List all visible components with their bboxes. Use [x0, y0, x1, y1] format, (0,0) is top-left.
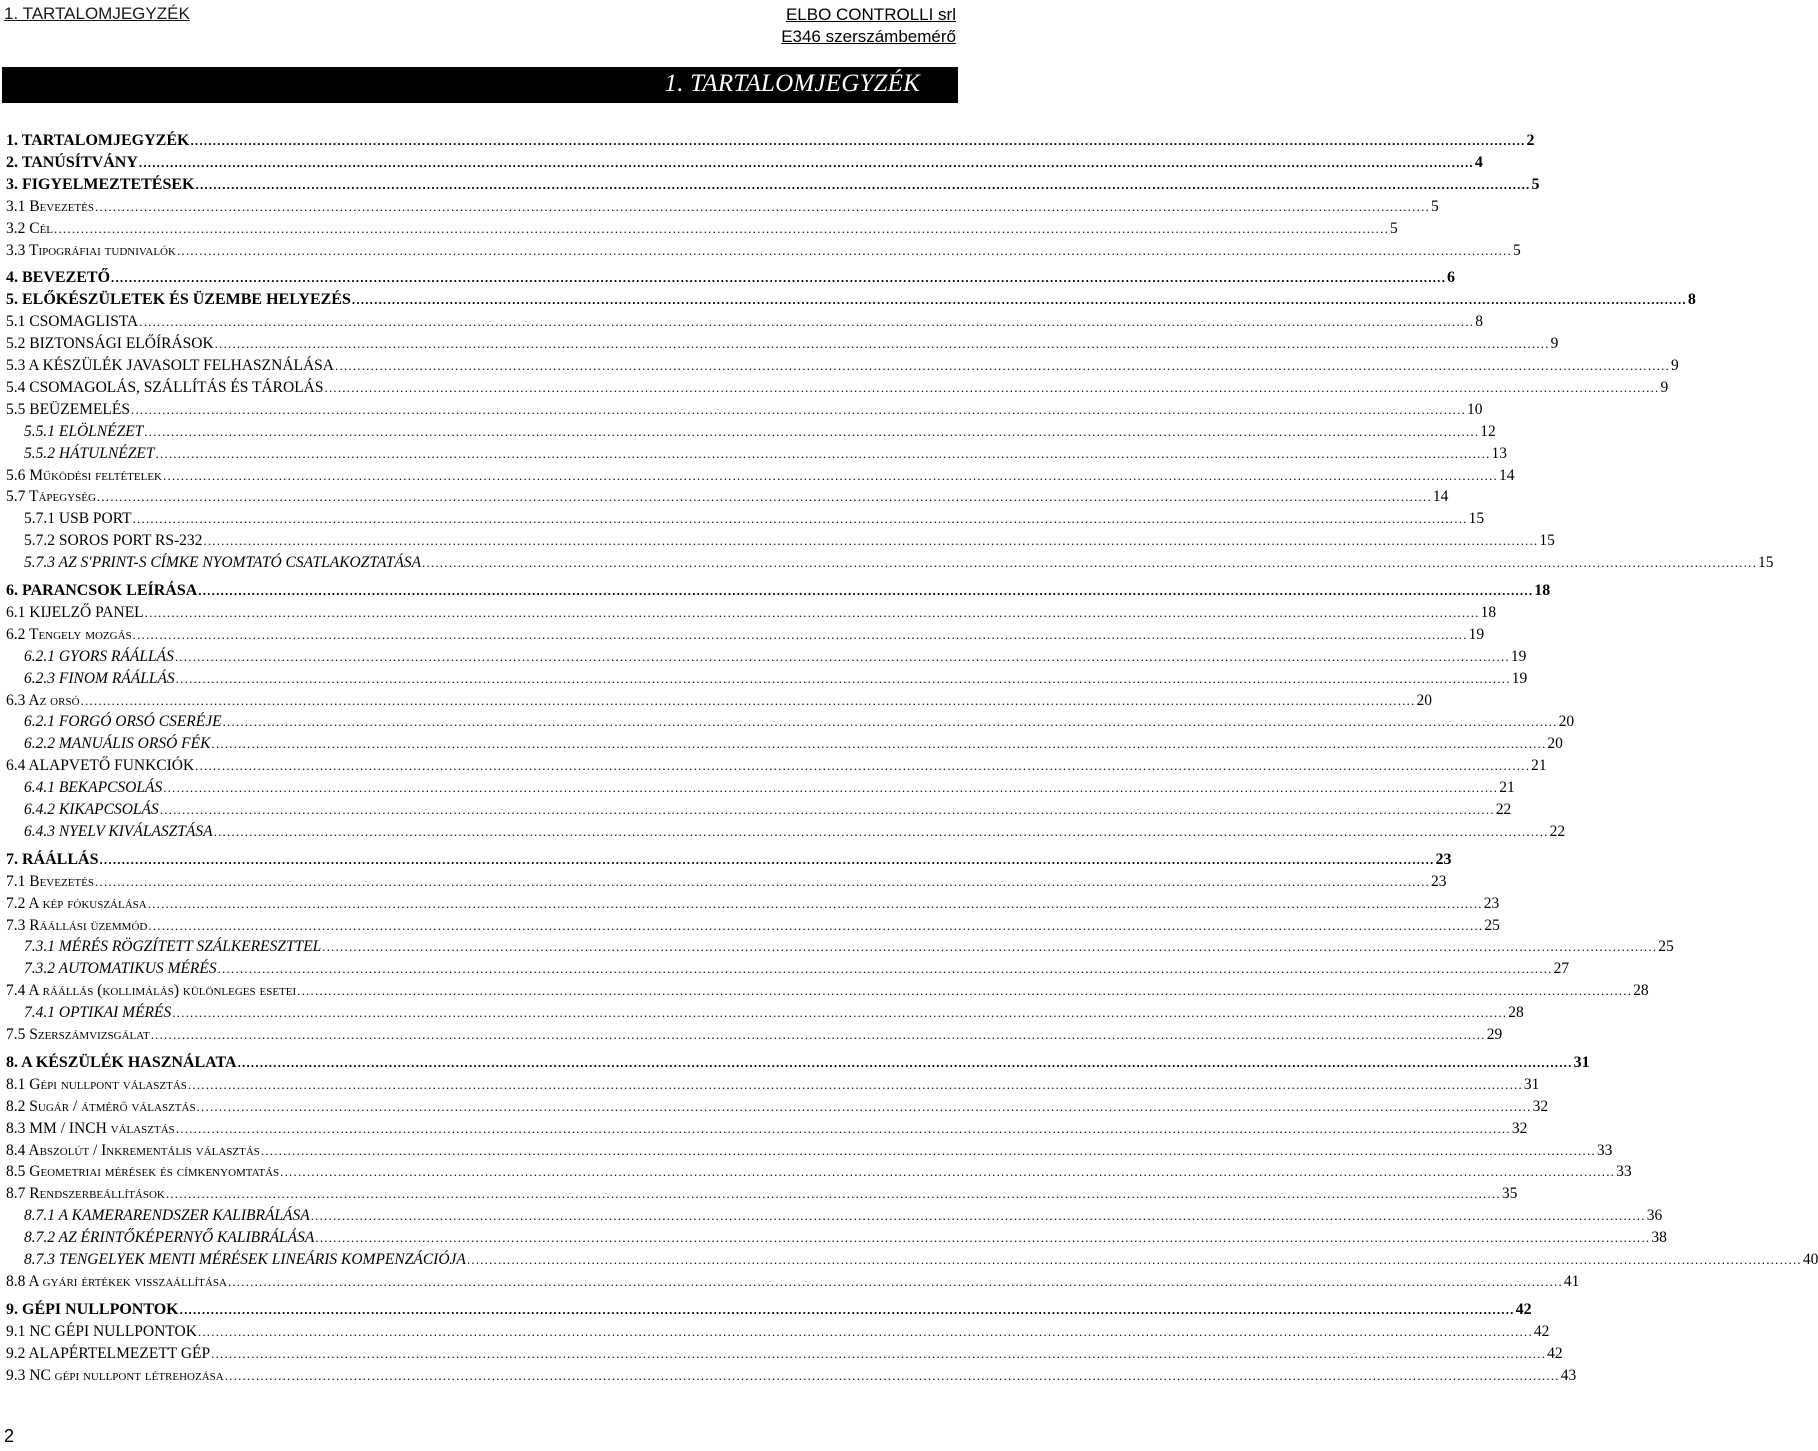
- toc-entry[interactable]: [6, 197, 1439, 217]
- toc-entry-page: 22: [1495, 801, 1512, 818]
- toc-leader-dots: ............................................................................................................................................................................................................................................................................................................: [198, 583, 1534, 598]
- toc-entry-title: 5.1 CSOMAGLISTA: [6, 313, 139, 331]
- toc-entry[interactable]: [24, 1250, 1818, 1270]
- toc-entry[interactable]: [24, 712, 1575, 732]
- toc-entry-title: 8. A KÉSZÜLÉK HASZNÁLATA: [6, 1053, 237, 1071]
- toc-entry-page: 9: [1550, 335, 1559, 353]
- toc-leader-dots: ............................................................................................................................................................................................................................................................................................................: [197, 1323, 1533, 1339]
- toc-entry[interactable]: [6, 334, 1559, 354]
- toc-entry[interactable]: [24, 444, 1507, 464]
- toc-entry-title: 8.5 Geometriai mérések és címkenyomtatás: [6, 1163, 280, 1181]
- toc-entry[interactable]: [24, 778, 1515, 798]
- toc-entry-title: 3. FIGYELMEZTETÉSEK: [6, 175, 195, 193]
- toc-entry-title: 7.4 A ráállás (kollimálás) különleges esetei: [6, 982, 297, 1000]
- toc-entry-page: 15: [1539, 532, 1555, 550]
- toc-entry-page: 19: [1511, 669, 1528, 687]
- toc-entry[interactable]: [24, 937, 1674, 957]
- toc-entry-title: 6. PARANCSOK LEÍRÁSA: [6, 582, 198, 599]
- toc-leader-dots: ............................................................................................................................................................................................................................................................................................................: [159, 802, 1495, 817]
- toc-leader-dots: ............................................................................................................................................................................................................................................................................................................: [179, 1301, 1515, 1317]
- toc-entry[interactable]: [24, 959, 1570, 979]
- toc-leader-dots: ............................................................................................................................................................................................................................................................................................................: [195, 176, 1531, 192]
- toc-entry-title: 6.2 Tengely mozgás: [6, 625, 132, 643]
- toc-entry-page: 41: [1563, 1272, 1580, 1290]
- toc-leader-dots: ............................................................................................................................................................................................................................................................................................................: [80, 692, 1416, 708]
- toc-entry[interactable]: [6, 1162, 1632, 1182]
- toc-leader-dots: ............................................................................................................................................................................................................................................................................................................: [132, 626, 1468, 642]
- toc-entry-title: 5.7 Tápegység: [6, 488, 96, 506]
- toc-entry[interactable]: [6, 756, 1547, 776]
- toc-leader-dots: ............................................................................................................................................................................................................................................................................................................: [222, 714, 1558, 730]
- toc-entry-title: 5.5.2 HÁTULNÉZET: [24, 444, 155, 462]
- toc-leader-dots: ............................................................................................................................................................................................................................................................................................................: [237, 1054, 1573, 1070]
- toc-entry[interactable]: [6, 1053, 1590, 1073]
- toc-entry-page: 5: [1430, 197, 1439, 215]
- toc-entry[interactable]: [6, 1322, 1550, 1342]
- toc-entry[interactable]: [24, 669, 1528, 689]
- toc-entry-page: 42: [1547, 1344, 1563, 1362]
- toc-leader-dots: ............................................................................................................................................................................................................................................................................................................: [211, 736, 1547, 752]
- toc-entry-page: 33: [1596, 1141, 1613, 1159]
- toc-leader-dots: ............................................................................................................................................................................................................................................................................................................: [163, 780, 1499, 796]
- toc-entry-page: 18: [1534, 582, 1551, 599]
- toc-leader-dots: ............................................................................................................................................................................................................................................................................................................: [227, 1273, 1563, 1289]
- toc-entry[interactable]: [24, 422, 1496, 442]
- toc-leader-dots: ............................................................................................................................................................................................................................................................................................................: [322, 939, 1658, 955]
- toc-leader-dots: ............................................................................................................................................................................................................................................................................................................: [335, 358, 1670, 373]
- toc-entry-page: 42: [1533, 1322, 1550, 1340]
- toc-leader-dots: ............................................................................................................................................................................................................................................................................................................: [96, 489, 1432, 505]
- toc-entry-title: 8.7.2 AZ ÉRINTŐKÉPERNYŐ KALIBRÁLÁSA: [24, 1229, 315, 1247]
- toc-entry-title: 7.3.2 AUTOMATIKUS MÉRÉS: [24, 960, 217, 978]
- toc-entry-page: 35: [1501, 1185, 1518, 1203]
- toc-entry-title: 2. TANÚSÍTVÁNY: [6, 153, 138, 171]
- toc-entry-title: 7.4.1 OPTIKAI MÉRÉS: [24, 1004, 172, 1022]
- toc-entry-page: 31: [1573, 1053, 1590, 1071]
- toc-entry-title: 6.3 Az orsó: [6, 691, 80, 709]
- toc-leader-dots: ............................................................................................................................................................................................................................................................................................................: [195, 758, 1531, 774]
- toc-entry[interactable]: [24, 531, 1555, 551]
- toc-leader-dots: ............................................................................................................................................................................................................................................................................................................: [99, 851, 1435, 867]
- toc-entry-title: 8.7 Rendszerbeállítások: [6, 1185, 165, 1203]
- toc-entry[interactable]: [6, 219, 1398, 239]
- toc-entry-page: 9: [1671, 357, 1679, 374]
- toc-entry-title: 3.1 Bevezetés: [6, 197, 94, 215]
- toc-leader-dots: ............................................................................................................................................................................................................................................................................................................: [351, 292, 1687, 308]
- toc-entry-page: 31: [1523, 1075, 1540, 1093]
- toc-entry-page: 28: [1633, 982, 1649, 1000]
- toc-entry-title: 5.7.1 USB PORT: [24, 510, 132, 528]
- toc-leader-dots: ............................................................................................................................................................................................................................................................................................................: [163, 467, 1498, 483]
- toc-entry[interactable]: [6, 603, 1497, 623]
- toc-entry-page: 28: [1508, 1004, 1524, 1022]
- toc-entry-title: 9.3 NC gépi nullpont létrehozása: [6, 1366, 224, 1384]
- toc-entry-page: 21: [1499, 779, 1515, 797]
- toc-leader-dots: ............................................................................................................................................................................................................................................................................................................: [139, 314, 1475, 330]
- header-chapter-title: 1. TARTALOMJEGYZÉK: [4, 4, 190, 23]
- toc-entry[interactable]: [24, 1228, 1667, 1248]
- toc-entry-page: 5: [1531, 175, 1540, 193]
- title-bar: [2, 67, 958, 103]
- toc-entry-title: 8.2 Sugár / átmérő választás: [6, 1097, 196, 1115]
- toc-leader-dots: ............................................................................................................................................................................................................................................................................................................: [54, 220, 1390, 236]
- toc-leader-dots: ............................................................................................................................................................................................................................................................................................................: [315, 1230, 1651, 1246]
- header-info: [781, 4, 956, 48]
- toc-entry-title: 6.4 ALAPVETŐ FUNKCIÓK: [6, 757, 195, 775]
- toc-leader-dots: ............................................................................................................................................................................................................................................................................................................: [176, 242, 1512, 258]
- toc-entry[interactable]: [6, 131, 1535, 151]
- toc-entry-title: 6.2.3 FINOM RÁÁLLÁS: [24, 669, 175, 687]
- toc-entry-page: 43: [1560, 1366, 1577, 1384]
- toc-entry-title: 9.2 ALAPÉRTELMEZETT GÉP: [6, 1344, 211, 1362]
- toc-entry[interactable]: [6, 268, 1456, 288]
- toc-entry-page: 9: [1660, 378, 1669, 396]
- toc-entry-title: 6.2.1 GYORS RÁÁLLÁS: [24, 647, 174, 665]
- toc-entry[interactable]: [24, 1206, 1663, 1226]
- toc-entry-page: 15: [1468, 510, 1485, 528]
- toc-entry-title: 9.1 NC GÉPI NULLPONTOK: [6, 1322, 197, 1340]
- toc-entry-page: 19: [1468, 625, 1485, 643]
- toc-entry-page: 33: [1616, 1163, 1632, 1181]
- toc-entry-page: 2: [1526, 132, 1535, 149]
- toc-entry-page: 20: [1558, 713, 1575, 731]
- toc-entry[interactable]: [24, 734, 1563, 754]
- toc-entry-page: 36: [1646, 1207, 1663, 1225]
- toc-leader-dots: ............................................................................................................................................................................................................................................................................................................: [165, 1186, 1501, 1202]
- toc-entry-title: 6.4.1 BEKAPCSOLÁS: [24, 779, 163, 797]
- toc-entry[interactable]: [6, 894, 1500, 914]
- toc-leader-dots: ............................................................................................................................................................................................................................................................................................................: [422, 555, 1758, 571]
- toc-leader-dots: ............................................................................................................................................................................................................................................................................................................: [175, 670, 1511, 686]
- toc-entry[interactable]: [6, 241, 1521, 261]
- toc-entry[interactable]: [24, 553, 1774, 573]
- toc-entry-title: 8.7.1 A KAMERARENDSZER KALIBRÁLÁSA: [24, 1207, 310, 1225]
- toc-leader-dots: ............................................................................................................................................................................................................................................................................................................: [172, 1005, 1508, 1021]
- toc-leader-dots: ............................................................................................................................................................................................................................................................................................................: [466, 1252, 1802, 1267]
- toc-leader-dots: ............................................................................................................................................................................................................................................................................................................: [94, 198, 1430, 214]
- toc-leader-dots: ............................................................................................................................................................................................................................................................................................................: [94, 873, 1430, 889]
- toc-entry-page: 6: [1447, 269, 1456, 287]
- toc-entry-title: 7.5 Szerszámvizsgálat: [6, 1026, 150, 1043]
- toc-leader-dots: ............................................................................................................................................................................................................................................................................................................: [213, 823, 1549, 839]
- toc-entry[interactable]: [6, 1344, 1563, 1364]
- toc-entry-title: 7.1 Bevezetés: [6, 872, 94, 890]
- toc-entry-title: 6.4.3 NYELV KIVÁLASZTÁSA: [24, 822, 213, 840]
- toc-leader-dots: ............................................................................................................................................................................................................................................................................................................: [175, 1120, 1511, 1136]
- toc-leader-dots: ............................................................................................................................................................................................................................................................................................................: [144, 423, 1480, 439]
- toc-entry-title: 5.3 A KÉSZÜLÉK JAVASOLT FELHASZNÁLÁSA: [6, 357, 334, 374]
- toc-entry-title: 3.3 Tipográfiai tudnivalók: [6, 241, 176, 259]
- toc-leader-dots: ............................................................................................................................................................................................................................................................................................................: [138, 154, 1474, 170]
- toc-entry-title: 5.6 Működési feltételek: [6, 466, 162, 484]
- toc-entry-title: 5.4 CSOMAGOLÁS, SZÁLLÍTÁS ÉS TÁROLÁS: [6, 378, 324, 396]
- toc-entry-title: 1. TARTALOMJEGYZÉK: [6, 132, 190, 149]
- toc-entry-title: 5.7.2 SOROS PORT RS-232: [24, 532, 203, 550]
- toc-leader-dots: ............................................................................................................................................................................................................................................................................................................: [280, 1164, 1616, 1180]
- toc-entry[interactable]: [6, 356, 1679, 376]
- toc-entry-page: 15: [1758, 554, 1774, 572]
- toc-entry[interactable]: [6, 581, 1551, 601]
- toc-entry[interactable]: [6, 872, 1447, 892]
- toc-entry-page: 23: [1430, 872, 1447, 890]
- toc-entry[interactable]: [6, 487, 1449, 507]
- toc-entry-page: 20: [1416, 691, 1433, 709]
- toc-leader-dots: ............................................................................................................................................................................................................................................................................................................: [131, 401, 1466, 417]
- toc-leader-dots: ............................................................................................................................................................................................................................................................................................................: [132, 511, 1468, 527]
- toc-entry[interactable]: [6, 378, 1669, 398]
- toc-entry-page: 23: [1483, 894, 1500, 912]
- toc-entry[interactable]: [6, 916, 1500, 936]
- toc-entry[interactable]: [6, 1300, 1532, 1320]
- toc-entry-title: 8.4 Abszolút / Inkrementális választás: [6, 1141, 260, 1159]
- toc-entry[interactable]: [6, 981, 1649, 1001]
- toc-entry-page: 14: [1432, 488, 1449, 506]
- toc-entry-title: 4. BEVEZETŐ: [6, 269, 111, 287]
- toc-entry[interactable]: [6, 1184, 1518, 1204]
- toc-leader-dots: ............................................................................................................................................................................................................................................................................................................: [297, 983, 1633, 999]
- header-company: ELBO CONTROLLI srl: [785, 5, 956, 24]
- toc-entry-page: 22: [1549, 822, 1566, 840]
- toc-entry-page: 25: [1484, 916, 1500, 934]
- toc-leader-dots: ............................................................................................................................................................................................................................................................................................................: [148, 917, 1484, 933]
- toc-entry-title: 5.5 BEÜZEMELÉS: [6, 400, 130, 418]
- toc-entry-title: 7.3.1 MÉRÉS RÖGZÍTETT SZÁLKERESZTTEL: [24, 938, 322, 956]
- toc-entry-title: 8.3 MM / INCH választás: [6, 1119, 175, 1137]
- toc-entry-title: 8.7.3 TENGELYEK MENTI MÉRÉSEK LINEÁRIS KOMPENZÁCIÓJA: [24, 1251, 466, 1268]
- toc-entry-page: 29: [1486, 1026, 1503, 1043]
- toc-entry-page: 5: [1512, 241, 1521, 259]
- toc-entry-page: 19: [1510, 647, 1527, 665]
- page-title: 1. TARTALOMJEGYZÉK: [664, 70, 920, 97]
- toc-entry[interactable]: [6, 1272, 1580, 1292]
- toc-entry-title: 7.2 A kép fókuszálása: [6, 894, 147, 912]
- toc-entry[interactable]: [6, 850, 1452, 870]
- toc-entry-title: 6.1 KIJELZŐ PANEL: [6, 603, 144, 621]
- toc-entry-title: 3.2 Cél: [6, 219, 54, 237]
- toc-entry-title: 5.5.1 ELÖLNÉZET: [24, 422, 144, 440]
- toc-entry[interactable]: [6, 1366, 1577, 1386]
- toc-entry-page: 42: [1515, 1300, 1532, 1318]
- toc-entry-page: 38: [1651, 1229, 1667, 1247]
- toc-leader-dots: ............................................................................................................................................................................................................................................................................................................: [211, 1345, 1547, 1361]
- toc-entry-title: 6.4.2 KIKAPCSOLÁS: [24, 801, 159, 818]
- toc-entry-page: 32: [1532, 1097, 1549, 1115]
- toc-entry-page: 14: [1499, 466, 1515, 484]
- toc-entry[interactable]: [24, 647, 1527, 667]
- toc-entry[interactable]: [6, 625, 1485, 645]
- toc-entry[interactable]: [6, 175, 1540, 195]
- toc-entry-page: 21: [1531, 757, 1547, 775]
- toc-entry[interactable]: [6, 312, 1483, 332]
- toc-entry-title: 5.2 BIZTONSÁGI ELŐÍRÁSOK: [6, 335, 214, 353]
- toc-leader-dots: ............................................................................................................................................................................................................................................................................................................: [174, 648, 1510, 664]
- toc-leader-dots: ............................................................................................................................................................................................................................................................................................................: [187, 1076, 1523, 1092]
- header-product: E346 szerszámbemérő: [781, 27, 956, 46]
- toc-entry-title: 9. GÉPI NULLPONTOK: [6, 1300, 179, 1318]
- toc-entry[interactable]: [6, 1141, 1613, 1161]
- toc-entry[interactable]: [24, 822, 1566, 842]
- toc-leader-dots: ............................................................................................................................................................................................................................................................................................................: [144, 604, 1480, 620]
- toc-leader-dots: ............................................................................................................................................................................................................................................................................................................: [155, 445, 1491, 461]
- toc-leader-dots: ............................................................................................................................................................................................................................................................................................................: [150, 1027, 1486, 1042]
- toc-entry-page: 25: [1658, 938, 1674, 956]
- toc-entry-page: 4: [1474, 153, 1483, 171]
- toc-entry[interactable]: [6, 691, 1433, 711]
- toc-entry[interactable]: [24, 1003, 1524, 1023]
- toc-entry-title: 5. ELŐKÉSZÜLETEK ÉS ÜZEMBE HELYEZÉS: [6, 291, 351, 309]
- toc-entry[interactable]: [6, 1119, 1528, 1139]
- toc-leader-dots: ............................................................................................................................................................................................................................................................................................................: [190, 133, 1526, 148]
- toc-leader-dots: ............................................................................................................................................................................................................................................................................................................: [214, 336, 1550, 352]
- toc-entry[interactable]: [24, 800, 1512, 820]
- toc-entry-title: 6.2.2 MANUÁLIS ORSÓ FÉK: [24, 735, 211, 753]
- toc-entry[interactable]: [6, 1097, 1549, 1117]
- toc-entry-title: 5.7.3 AZ S'PRINT-S CÍMKE NYOMTATÓ CSATLAKOZTATÁSA: [24, 554, 422, 572]
- toc-leader-dots: ............................................................................................................................................................................................................................................................................................................: [111, 270, 1447, 286]
- toc-entry-page: 20: [1547, 735, 1563, 753]
- page-number: 2: [4, 1426, 15, 1446]
- toc-leader-dots: ............................................................................................................................................................................................................................................................................................................: [147, 895, 1483, 911]
- toc-leader-dots: ............................................................................................................................................................................................................................................................................................................: [310, 1208, 1646, 1224]
- toc-entry[interactable]: [6, 290, 1696, 310]
- toc-entry-title: 7. RÁÁLLÁS: [6, 850, 99, 868]
- toc-entry-page: 8: [1475, 313, 1483, 331]
- toc-leader-dots: ............................................................................................................................................................................................................................................................................................................: [260, 1142, 1596, 1158]
- toc-leader-dots: ............................................................................................................................................................................................................................................................................................................: [224, 1367, 1560, 1383]
- toc-leader-dots: ............................................................................................................................................................................................................................................................................................................: [196, 1098, 1532, 1114]
- toc-entry-page: 40: [1802, 1251, 1818, 1268]
- toc-leader-dots: ............................................................................................................................................................................................................................................................................................................: [217, 961, 1553, 977]
- toc-entry-title: 8.8 A gyári értékek visszaállítása: [6, 1272, 227, 1290]
- toc-entry-title: 6.2.1 FORGÓ ORSÓ CSERÉJE: [24, 713, 222, 731]
- toc-entry-page: 10: [1467, 400, 1483, 418]
- toc-entry[interactable]: [6, 1075, 1540, 1095]
- toc-entry-page: 5: [1390, 219, 1398, 237]
- toc-entry-page: 18: [1480, 603, 1497, 621]
- toc-leader-dots: ............................................................................................................................................................................................................................................................................................................: [203, 533, 1539, 549]
- toc-entry-title: 7.3 Ráállási üzemmód: [6, 916, 148, 934]
- toc-entry[interactable]: [6, 400, 1483, 420]
- toc-entry-page: 23: [1435, 850, 1452, 868]
- toc-leader-dots: ............................................................................................................................................................................................................................................................................................................: [324, 379, 1660, 395]
- toc-entry[interactable]: [6, 1025, 1503, 1045]
- toc-entry[interactable]: [6, 466, 1515, 486]
- toc-entry-page: 32: [1511, 1119, 1528, 1137]
- toc-entry-page: 12: [1480, 422, 1496, 440]
- toc-entry-page: 8: [1687, 291, 1696, 309]
- toc-entry[interactable]: [6, 153, 1483, 173]
- toc-entry-title: 8.1 Gépi nullpont választás: [6, 1075, 187, 1093]
- toc-entry-page: 13: [1491, 444, 1507, 462]
- toc-entry[interactable]: [24, 509, 1485, 529]
- toc-entry-page: 27: [1553, 960, 1570, 978]
